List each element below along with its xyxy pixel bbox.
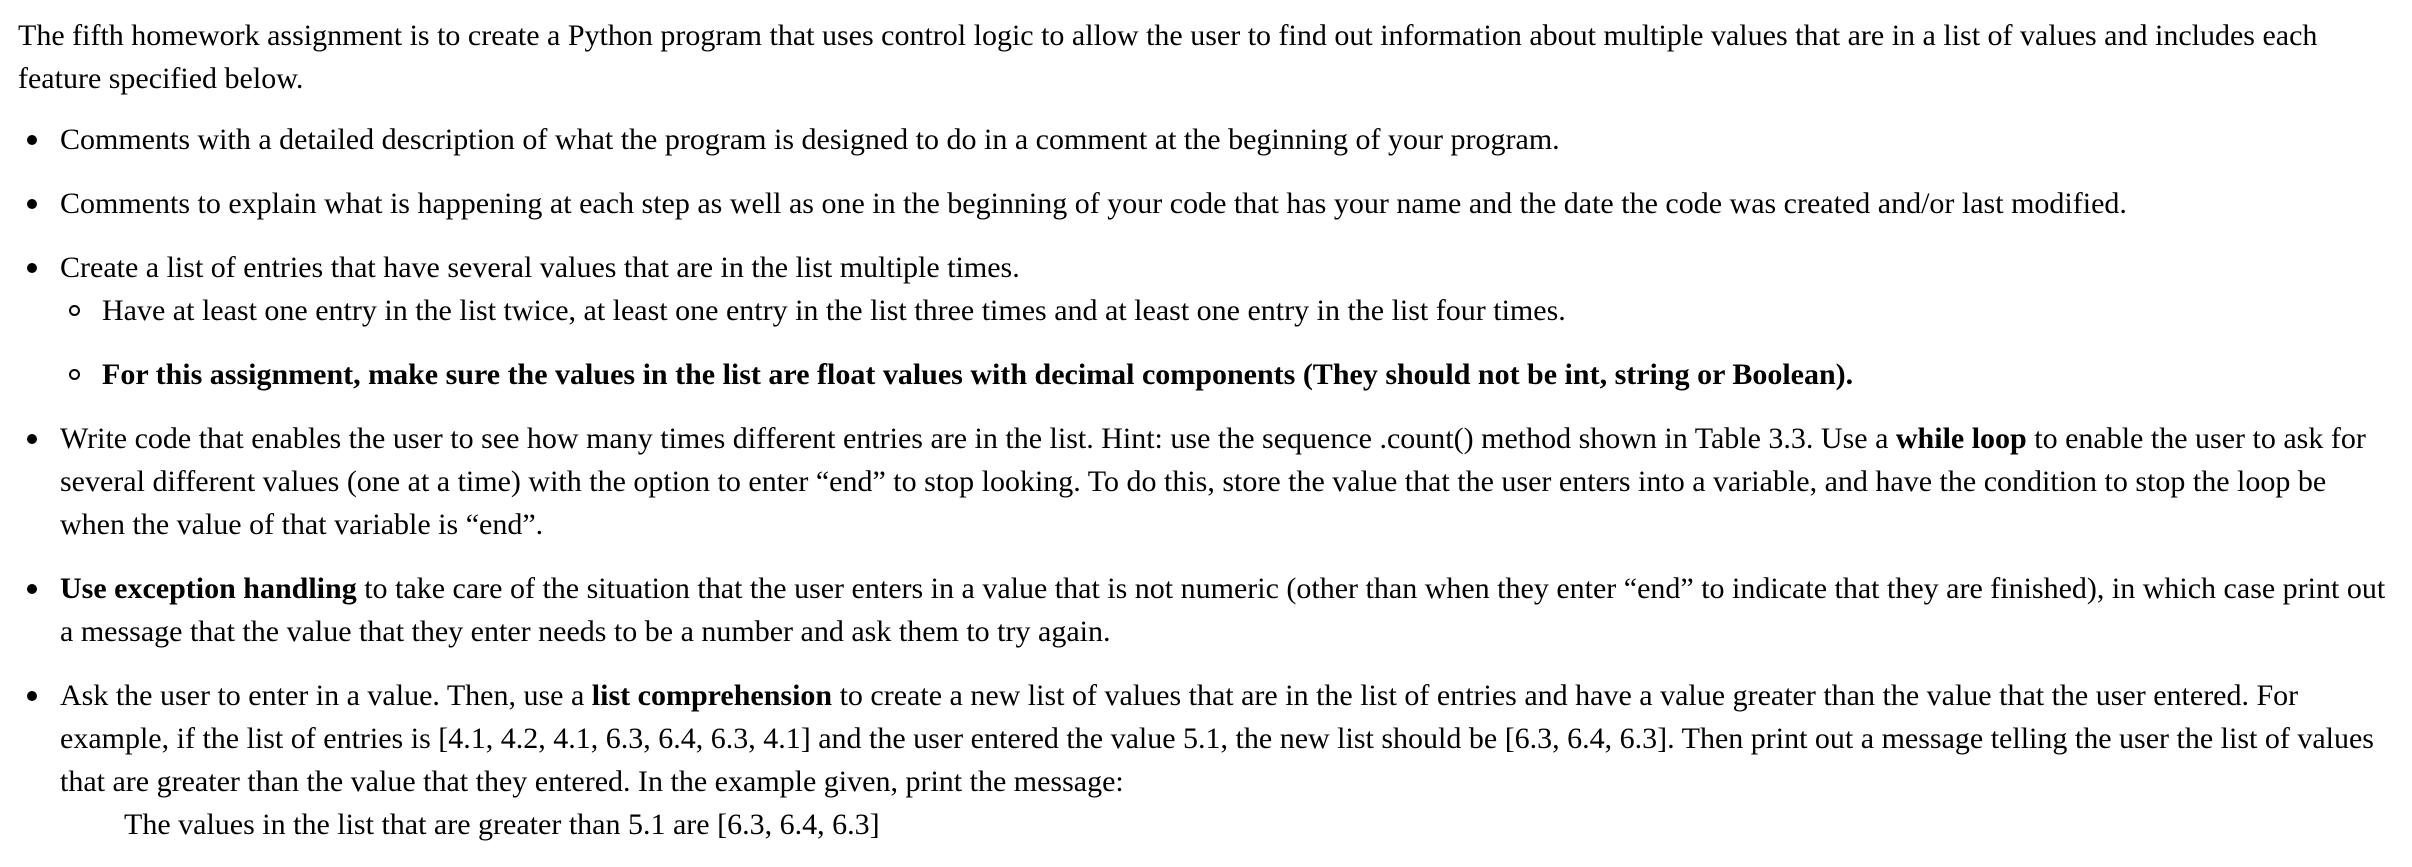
example-message: The values in the list that are greater than 5.1 are [6.3, 6.4, 6.3] <box>124 808 880 841</box>
requirement-item-while-loop <box>60 417 2398 546</box>
requirement-item-comments-description <box>60 118 2398 161</box>
requirement-text-part2: to take care of the situation that the user enters in a value that is not numeric (other than when they enter “end” to indicate that they are finished), in which case print out a message that the value that they enter needs to be a number and ask them to try again. <box>60 572 2386 648</box>
create-list-subitems <box>60 289 2398 396</box>
requirement-item-comments-steps <box>60 182 2398 225</box>
requirement-text: Comments to explain what is happening at each step as well as one in the beginning of your code that has your name and the date the code was created and/or last modified. <box>60 187 2127 220</box>
requirements-list <box>18 118 2398 846</box>
intro-paragraph: The fifth homework assignment is to create a Python program that uses control logic to allow the user to find out information about multiple values that are in a list of values and includes each feature specified below. <box>18 19 2318 95</box>
requirement-text-part1: Ask the user to enter in a value. Then, use a <box>60 679 592 712</box>
requirement-text: Comments with a detailed description of what the program is designed to do in a comment at the beginning of your program. <box>60 123 1560 156</box>
requirement-text-part2: to enable the user to ask for several different values (one at a time) with the option to enter “end” to stop looking. To do this, store the value that the user enters into a variable, and have the condition to stop the loop be when the value of that variable is “end”. <box>60 422 2366 541</box>
requirement-item-create-list <box>60 246 2398 396</box>
subitem-float-values <box>102 353 2398 396</box>
assignment-document <box>18 14 2398 867</box>
requirement-item-exception-handling <box>60 567 2398 653</box>
requirement-text: Create a list of entries that have several values that are in the list multiple times. <box>60 251 1020 284</box>
subitem-entry-counts <box>102 289 2398 332</box>
requirement-text-part1: Write code that enables the user to see how many times different entries are in the list. Hint: use the sequence .count() method shown in Table 3.3. Use a <box>60 422 1896 455</box>
requirement-text-bold: list comprehension <box>591 679 833 712</box>
requirement-item-list-comprehension <box>60 674 2398 846</box>
requirement-text-part2: to create a new list of values that are in the list of entries and have a value greater than the value that the user entered. For example, if the list of entries is [4.1, 4.2, 4.1, 6.3, 6.4, 6.3, 4.1] and the user entered the value 5.1, the new list should be [6.3, 6.4, 6.3]. Then print out a message telling the user the list of values that are greater than the value that they entered. In the example given, print the message: <box>60 679 2374 798</box>
subitem-text: Have at least one entry in the list twice, at least one entry in the list three times and at least one entry in the list four times. <box>102 294 1566 327</box>
requirement-text-bold: Use exception handling <box>60 572 357 605</box>
requirement-text-bold: while loop <box>1895 422 2027 455</box>
subitem-text-bold: For this assignment, make sure the values in the list are float values with decimal components (They should not be int, string or Boolean). <box>102 358 1854 391</box>
